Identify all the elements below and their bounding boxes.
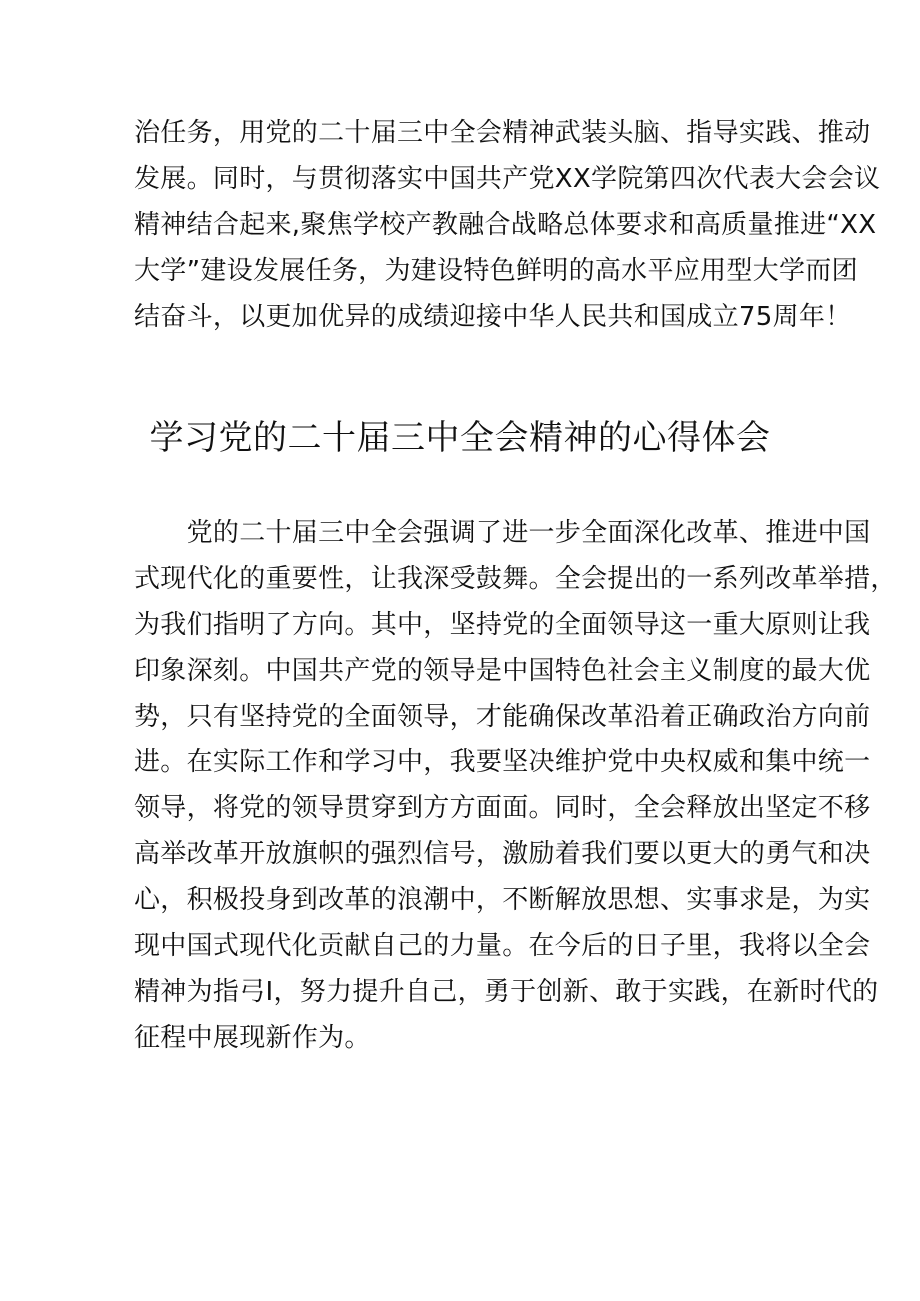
paragraph-line: 精神为指弓I，努力提升自己，勇于创新、敢于实践，在新时代的: [134, 976, 879, 1007]
continuation-paragraph: [134, 110, 881, 340]
paragraph-line: 党的二十届三中全会强调了进一步全面深化改革、推进中国: [134, 518, 871, 548]
paragraph-line: 大学”建设发展任务，为建设特色鲜明的高水平应用型大学而团: [134, 256, 858, 286]
section-heading: 学习党的二十届三中全会精神的心得体会: [149, 418, 771, 458]
paragraph-line: 现中国式现代化贡献自己的力量。在今后的日子里，我将以全会: [134, 931, 871, 962]
paragraph-line: 高举改革开放旗帜的强烈信号，激励着我们要以更大的勇气和决: [134, 839, 871, 870]
paragraph-line: 心，积极投身到改革的浪潮中，不断解放思想、实事求是，为实: [134, 885, 871, 916]
paragraph-line: 势，只有坚持党的全面领导，才能确保改革沿着正确政治方向前: [134, 701, 871, 732]
paragraph-line: 治任务，用党的二十届三中全会精神武装头脑、指导实践、推动: [134, 118, 871, 148]
body-paragraph: [134, 511, 897, 1062]
paragraph-line: 式现代化的重要性，让我深受鼓舞。全会提出的一系列改革举措，: [134, 563, 897, 594]
paragraph-line: 为我们指明了方向。其中，坚持党的全面领导这一重大原则让我: [134, 609, 871, 640]
paragraph-line: 领导，将党的领导贯穿到方方面面。同时，全会释放出坚定不移: [134, 793, 871, 824]
paragraph-line: 征程中展现新作为。: [134, 1022, 371, 1053]
paragraph-line: 进。在实际工作和学习中，我要坚决维护党中央权威和集中统一: [134, 747, 871, 778]
paragraph-line: 发展。同时，与贯彻落实中国共产党XX学院第四次代表大会会议: [134, 164, 881, 194]
paragraph-line: 结奋斗，以更加优异的成绩迎接中华人民共和国成立75周年！: [134, 302, 852, 332]
paragraph-line: 印象深刻。中国共产党的领导是中国特色社会主义制度的最大优: [134, 655, 871, 686]
paragraph-line: 精神结合起来,聚焦学校产教融合战略总体要求和高质量推进“XX: [134, 210, 877, 240]
